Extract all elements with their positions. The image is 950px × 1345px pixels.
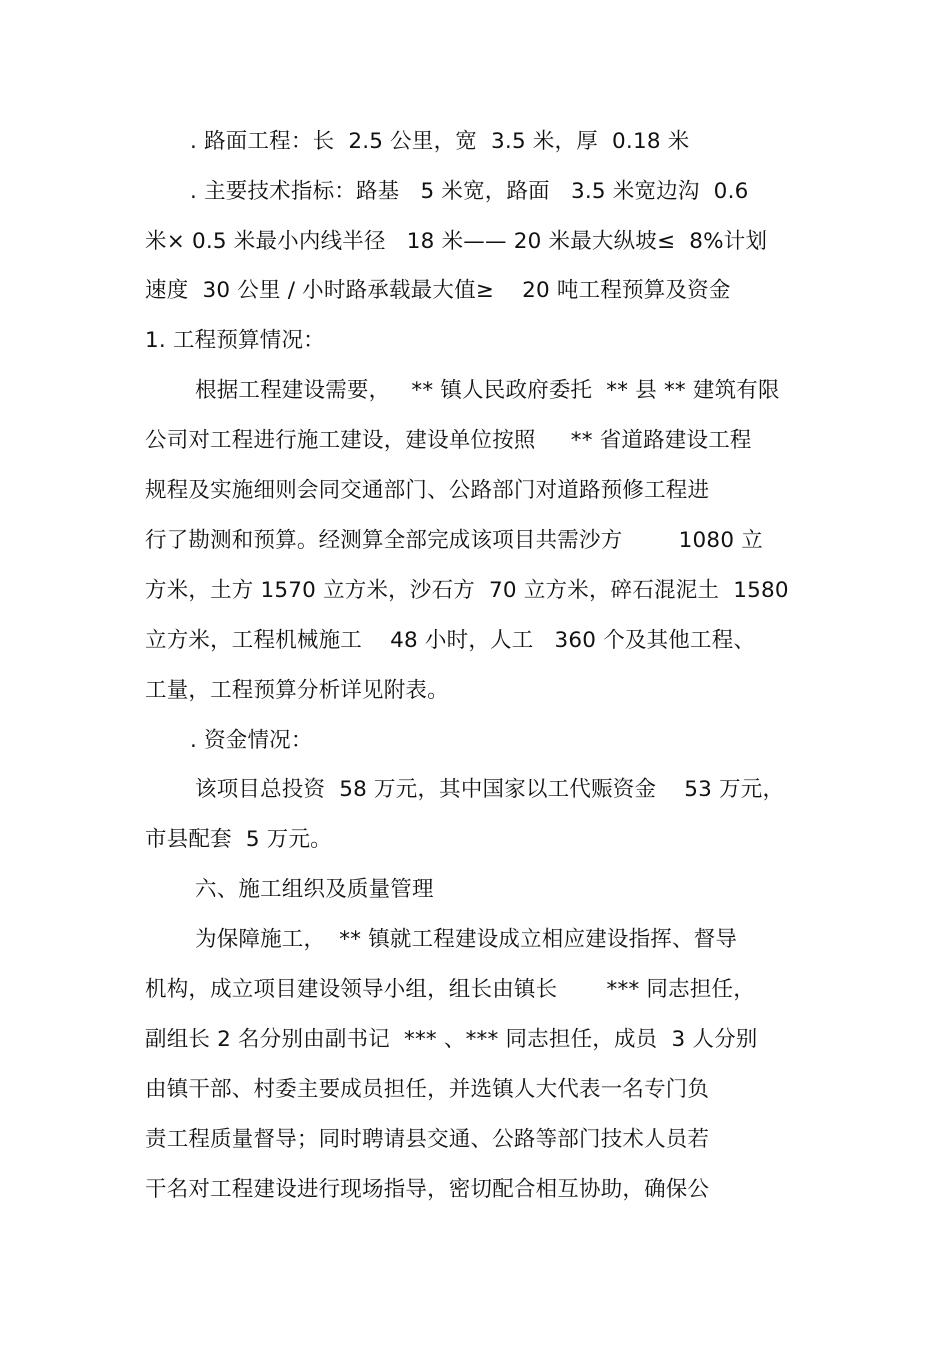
text-line: . 路面工程：长 2.5 公里，宽 3.5 米，厚 0.18 米	[190, 129, 690, 154]
section-heading: 六、施工组织及质量管理	[195, 877, 434, 902]
text-line: . 资金情况：	[190, 728, 313, 753]
text-line: 米× 0.5 米最小内线半径 18 米—— 20 米最大纵坡≤ 8%计划	[145, 229, 768, 254]
text-line: 副组长 2 名分别由副书记 *** 、*** 同志担任，成员 3 人分别	[145, 1027, 758, 1052]
text-line: 立方米，工程机械施工 48 小时，人工 360 个及其他工程、	[145, 628, 756, 653]
text-line: 工量，工程预算分析详见附表。	[145, 678, 449, 703]
text-line: 干名对工程建设进行现场指导，密切配合相互协助，确保公	[145, 1177, 710, 1202]
text-line: 市县配套 5 万元。	[145, 827, 332, 852]
text-line: 根据工程建设需要， ** 镇人民政府委托 ** 县 ** 建筑有限	[195, 378, 780, 403]
text-line: 机构，成立项目建设领导小组，组长由镇长 *** 同志担任，	[145, 977, 755, 1002]
text-line: 责工程质量督导；同时聘请县交通、公路等部门技术人员若	[145, 1127, 710, 1152]
text-line: 该项目总投资 58 万元，其中国家以工代赈资金 53 万元，	[195, 777, 785, 802]
text-line: 由镇干部、村委主要成员担任，并选镇人大代表一名专门负	[145, 1077, 710, 1102]
text-line: 规程及实施细则会同交通部门、公路部门对道路预修工程进	[145, 478, 710, 503]
text-line: 行了勘测和预算。经测算全部完成该项目共需沙方 1080 立	[145, 528, 763, 553]
text-line: 为保障施工， ** 镇就工程建设成立相应建设指挥、督导	[195, 927, 738, 952]
text-line: 1. 工程预算情况：	[145, 328, 325, 353]
text-line: 方米，土方 1570 立方米，沙石方 70 立方米，碎石混泥土 1580	[145, 578, 789, 603]
text-line: 速度 30 公里 / 小时路承载最大值≥ 20 吨工程预算及资金	[145, 278, 731, 303]
text-line: 公司对工程进行施工建设，建设单位按照 ** 省道路建设工程	[145, 428, 752, 453]
text-line: . 主要技术指标：路基 5 米宽，路面 3.5 米宽边沟 0.6	[190, 179, 749, 204]
